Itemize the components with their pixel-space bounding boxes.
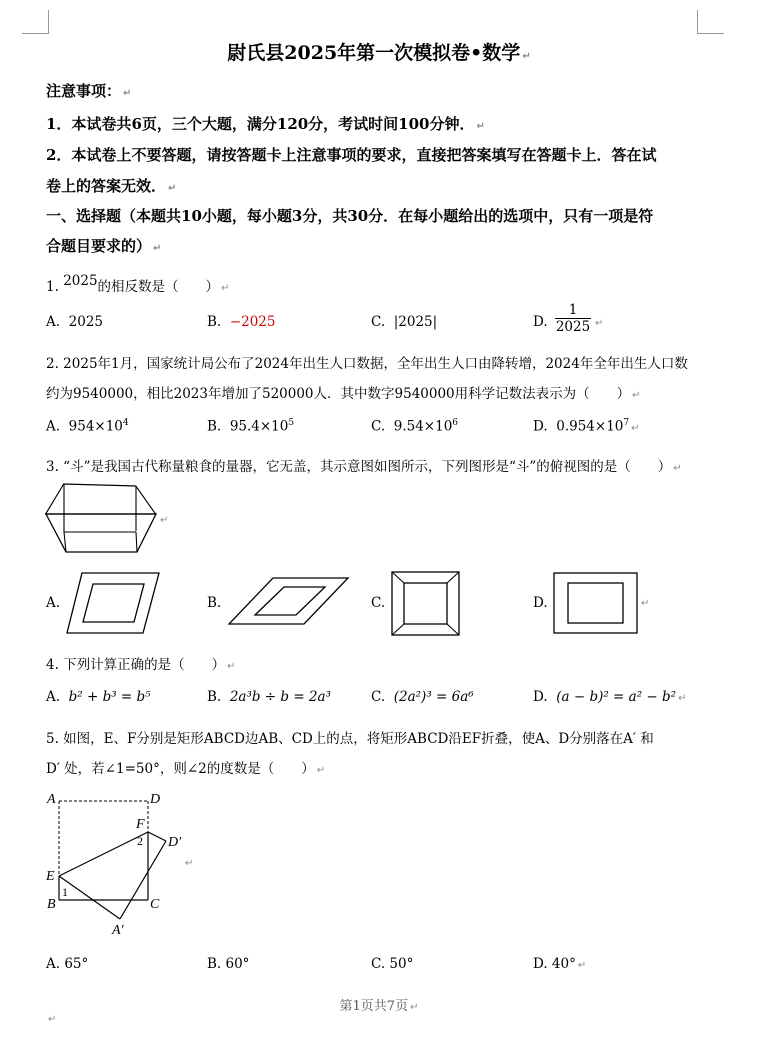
crop-mark-top-right — [697, 10, 698, 34]
notice-heading: 注意事项： ↵ — [46, 82, 132, 100]
q5-option-c: C. 50° — [371, 956, 414, 972]
q5-label-e: E — [46, 869, 55, 884]
section-heading-line1: 一、选择题（本题共10小题，每小题3分，共30分．在每小题给出的选项中，只有一项是符 — [46, 207, 654, 225]
q3-option-c-figure — [391, 571, 461, 637]
q5-label-angle-1: 1 — [62, 885, 68, 899]
q1-mark: ↵ — [595, 318, 604, 329]
crop-mark-top-right-h — [697, 33, 724, 34]
q5-stem-line2: D′ 处，若∠1=50°，则∠2的度数是（ ） ↵ — [46, 761, 326, 777]
q5-label-a: A — [47, 792, 56, 807]
q2-option-a: A. $954\times 10^4$ — [46, 418, 129, 435]
q5-label-d-prime: D′ — [168, 835, 182, 850]
q3-option-b-label: B. — [207, 595, 222, 611]
q2-option-c: C. $9.54\times 10^6$ — [371, 418, 459, 435]
q1-stem: 1. 2025的相反数是（ ） ↵ — [46, 273, 230, 295]
q5-figure-mark: ↵ — [185, 858, 194, 869]
q4-option-a: A. b² + b³ = b⁵ — [46, 689, 151, 705]
q3-options-mark: ↵ — [641, 598, 650, 609]
q1-option-c: C. |2025| — [371, 314, 438, 330]
q3-option-b-figure — [228, 577, 350, 625]
q2-option-d: D. $0.954\times 10^7$ ↵ — [533, 418, 640, 435]
crop-mark-top-left — [48, 10, 49, 34]
q5-label-c: C — [150, 897, 160, 912]
q5-fold-figure — [44, 790, 194, 940]
q5-label-f: F — [136, 817, 145, 832]
q3-option-a-figure — [66, 572, 161, 634]
q2-stem-line2: 约为9540000，相比2023年增加了520000人．其中数字9540000用科学记数法表示为（ ） ↵ — [46, 386, 641, 402]
q5-option-a: A. 65° — [46, 956, 89, 972]
page-footer: 第1页共7页 ↵ — [339, 999, 419, 1014]
notice-item-1: 1．本试卷共6页，三个大题，满分120分，考试时间100分钟． ↵ — [46, 115, 485, 133]
q4-option-d: D. (a − b)² = a² − b² ↵ — [533, 689, 687, 705]
q1-option-b: B. −2025 — [207, 314, 276, 330]
crop-mark-top-left-h — [22, 33, 49, 34]
q2-stem-line1: 2. 2025年1月，国家统计局公布了2024年出生人口数据，全年出生人口由降转增，2024年全年出生人口数 — [46, 356, 688, 372]
q5-option-b: B. 60° — [207, 956, 250, 972]
q3-option-d-label: D. — [533, 595, 548, 611]
page-title: 尉氏县2025年第一次模拟卷•数学 ↵ — [227, 42, 531, 64]
q3-stem: 3. “斗”是我国古代称量粮食的量器，它无盖，其示意图如图所示，下列图形是“斗”的俯视图的是（ ） ↵ — [46, 459, 682, 475]
notice-item-2-line2: 卷上的答案无效． ↵ — [46, 177, 177, 195]
q5-stem-line1: 5. 如图，E、F分别是矩形ABCD边AB、CD上的点，将矩形ABCD沿EF折叠，使A、D分别落在A′ 和 — [46, 731, 654, 747]
q3-dou-figure — [44, 482, 159, 557]
q3-option-d-figure — [553, 572, 639, 635]
q5-label-b: B — [47, 897, 56, 912]
q3-option-a-label: A. — [46, 595, 61, 611]
q2-option-b: B. $95.4\times 10^5$ — [207, 418, 295, 435]
q3-option-c-label: C. — [371, 595, 386, 611]
q5-label-d: D — [150, 792, 161, 807]
q4-option-b: B. 2a³b ÷ b = 2a³ — [207, 689, 331, 705]
q4-stem: 4. 下列计算正确的是（ ） ↵ — [46, 657, 236, 673]
q1-option-d-fraction: 1 2025 — [555, 302, 591, 335]
q3-figure-mark: ↵ — [160, 515, 169, 526]
q1-option-d: D. — [533, 314, 548, 330]
q5-option-d: D. 40° ↵ — [533, 956, 587, 972]
q5-label-a-prime: A′ — [112, 923, 124, 938]
section-heading-line2: 合题目要求的） ↵ — [46, 237, 162, 255]
q5-label-angle-2: 2 — [137, 834, 143, 848]
end-paragraph-mark: ↵ — [48, 1014, 57, 1025]
notice-item-2-line1: 2．本试卷上不要答题，请按答题卡上注意事项的要求，直接把答案填写在答题卡上．答在试 — [46, 146, 657, 164]
q4-option-c: C. (2a²)³ = 6a⁶ — [371, 689, 474, 705]
q1-option-a: A. 2025 — [46, 314, 103, 330]
